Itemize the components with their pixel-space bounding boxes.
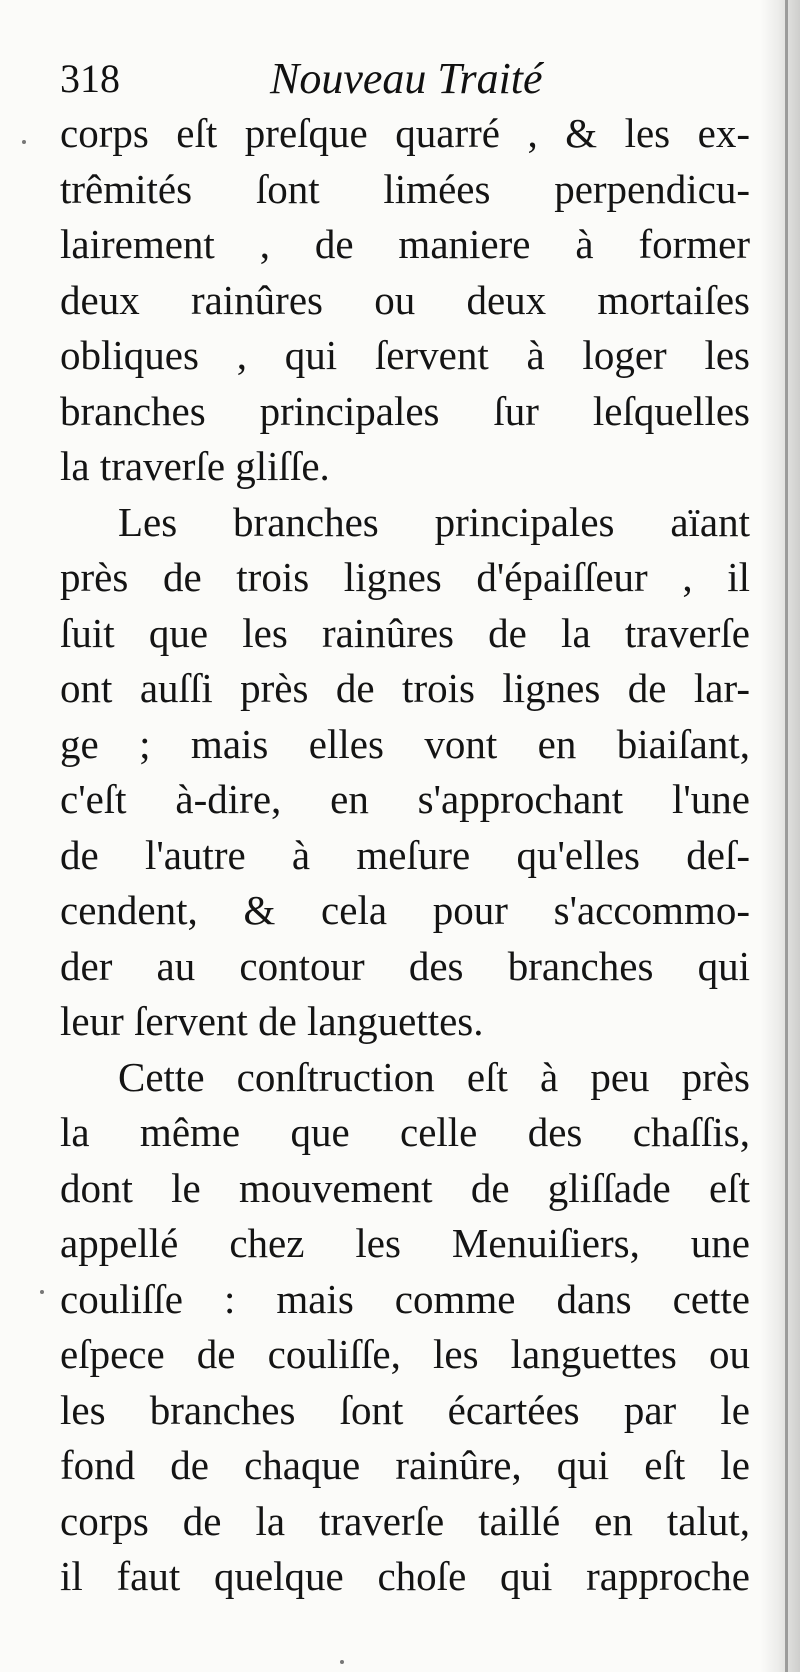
text-line: ge ; mais elles vont en biaiſant, xyxy=(60,720,750,767)
text-line: corps eſt preſque quarré , & les ex- xyxy=(60,110,750,156)
text-line: ont auſſi près de trois lignes de lar- xyxy=(60,665,750,711)
text-line: la traverſe gliſſe. xyxy=(60,443,330,489)
text-line: leur ſervent de languettes. xyxy=(60,998,484,1044)
text-line: fond de chaque rainûre, qui eſt le xyxy=(60,1442,750,1488)
text-line: eſpece de couliſſe, les languettes ou xyxy=(60,1331,750,1377)
body-text xyxy=(60,106,750,1605)
text-line: Les branches principales aïant xyxy=(118,498,750,545)
text-line: la même que celle des chaſſis, xyxy=(60,1109,750,1155)
text-line: les branches ſont écartées par le xyxy=(60,1386,750,1433)
text-line: trêmités ſont limées perpendicu- xyxy=(60,165,750,212)
text-line: de l'autre à meſure qu'elles deſ- xyxy=(60,831,750,878)
text-line: obliques , qui ſervent à loger les xyxy=(60,332,750,378)
text-line: der au contour des branches qui xyxy=(60,942,750,989)
scan-speck xyxy=(22,140,26,144)
text-line: lairement , de maniere à former xyxy=(60,221,750,267)
scan-speck xyxy=(40,1290,44,1294)
running-title: Nouveau Traité xyxy=(270,54,543,103)
text-line: appellé chez les Menuiſiers, une xyxy=(60,1220,750,1266)
text-line: branches principales ſur leſquelles xyxy=(60,387,750,434)
text-line: couliſſe : mais comme dans cette xyxy=(60,1275,750,1322)
text-line: ſuit que les rainûres de la traverſe xyxy=(60,609,750,656)
page-edge-line xyxy=(785,0,788,1672)
text-line: deux rainûres ou deux mortaiſes xyxy=(60,276,750,323)
page-header xyxy=(60,44,620,114)
text-line: dont le mouvement de gliſſade eſt xyxy=(60,1164,750,1211)
text-line: cendent, & cela pour s'accommo- xyxy=(60,887,750,933)
text-line: c'eſt à-dire, en s'approchant l'une xyxy=(60,776,750,822)
text-line: près de trois lignes d'épaiſſeur , il xyxy=(60,554,750,600)
scan-speck xyxy=(340,1660,344,1664)
page-number: 318 xyxy=(60,56,120,101)
text-line: Cette conſtruction eſt à peu près xyxy=(118,1053,750,1100)
text-line: il faut quelque choſe qui rapproche xyxy=(60,1553,750,1599)
text-line: corps de la traverſe taillé en talut, xyxy=(60,1497,750,1544)
page-edge-shadow xyxy=(760,0,800,1672)
